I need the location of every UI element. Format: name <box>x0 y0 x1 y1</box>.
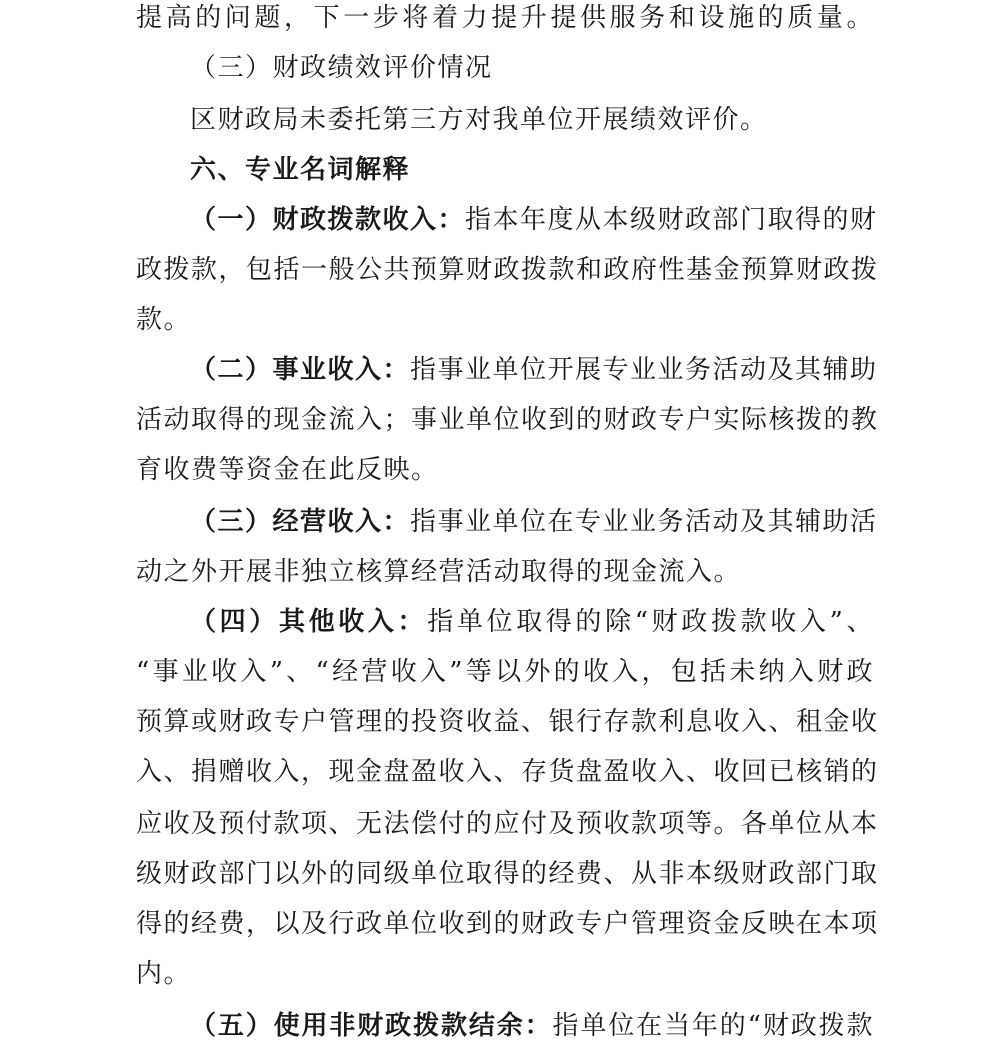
paragraph-line <box>136 250 879 290</box>
section-heading-performance-evaluation <box>136 48 874 88</box>
line-text: 应收及预付款项、无法偿付的应付及预收款项等。各单位从本 <box>136 809 879 839</box>
term-text: 指事业单位开展专业业务活动及其辅助 <box>410 355 878 385</box>
term-label: （四）其他收入： <box>190 607 428 637</box>
term-label: （二）事业收入： <box>190 355 411 385</box>
term-text: 指单位在当年的“财政拨款 <box>552 1011 874 1041</box>
paragraph-line <box>136 652 874 692</box>
line-text: 提高的问题，下一步将着力提升提供服务和设施的质量。 <box>136 3 874 33</box>
paragraph-line <box>136 300 874 340</box>
line-text: 区财政局未委托第三方对我单位开展绩效评价。 <box>190 105 768 135</box>
term-line-fiscal-appropriation <box>136 200 878 240</box>
paragraph-line <box>136 450 874 490</box>
paragraph-line <box>136 854 879 894</box>
term-label: （一）财政拨款收入： <box>190 205 466 235</box>
paragraph-line <box>136 904 879 944</box>
paragraph-line <box>136 400 879 440</box>
line-text: 内。 <box>136 959 192 989</box>
line-text: 活动取得的现金流入；事业单位收到的财政专户实际核拨的教 <box>136 405 879 435</box>
term-line-non-fiscal-surplus <box>136 1006 874 1046</box>
line-text: 育收费等资金在此反映。 <box>136 455 439 485</box>
paragraph-line <box>136 752 879 792</box>
line-text: 款。 <box>136 305 192 335</box>
paragraph-line <box>136 100 874 140</box>
line-text: 动之外开展非独立核算经营活动取得的现金流入。 <box>136 557 742 587</box>
term-text: 指单位取得的除“财政拨款收入”、 <box>427 607 874 637</box>
line-text: 得的经费，以及行政单位收到的财政专户管理资金反映在本项 <box>136 909 879 939</box>
term-label: （三）经营收入： <box>190 507 411 537</box>
term-text: 指本年度从本级财政部门取得的财 <box>465 205 878 235</box>
paragraph-line <box>136 552 874 592</box>
paragraph-line <box>136 702 879 742</box>
term-line-business-income <box>136 350 878 390</box>
line-text: 政拨款，包括一般公共预算财政拨款和政府性基金预算财政拨 <box>136 255 879 285</box>
paragraph-line <box>136 954 874 994</box>
term-line-other-income <box>136 602 874 642</box>
term-label: （五）使用非财政拨款结余： <box>190 1011 553 1041</box>
section-heading-terms <box>136 150 874 190</box>
line-text: “事业收入”、“经营收入”等以外的收入，包括未纳入财政 <box>136 657 874 687</box>
heading-text: （三）财政绩效评价情况 <box>190 53 493 83</box>
paragraph-line <box>136 804 879 844</box>
line-text: 级财政部门以外的同级单位取得的经费、从非本级财政部门取 <box>136 859 879 889</box>
paragraph-line <box>136 0 874 38</box>
term-line-operating-income <box>136 502 878 542</box>
line-text: 预算或财政专户管理的投资收益、银行存款利息收入、租金收 <box>136 707 879 737</box>
line-text: 入、捐赠收入，现金盘盈收入、存货盘盈收入、收回已核销的 <box>136 757 879 787</box>
heading-text: 六、专业名词解释 <box>190 155 411 185</box>
term-text: 指事业单位在专业业务活动及其辅助活 <box>410 507 878 537</box>
